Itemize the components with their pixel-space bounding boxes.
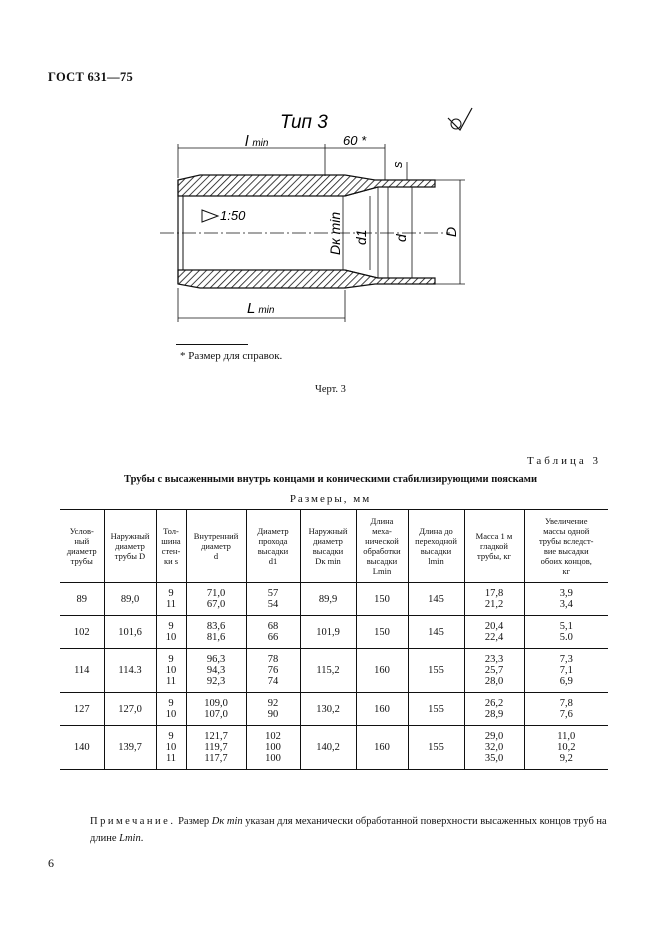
table-cell: 9 10 11 [156, 726, 186, 770]
table-cell: 17,8 21,2 [464, 583, 524, 616]
table-cell: 101,9 [300, 616, 356, 649]
note-symbol: Dк min [211, 816, 243, 827]
table-cell: 9 10 11 [156, 649, 186, 693]
table-cell: 160 [356, 726, 408, 770]
document-code: ГОСТ 631—75 [48, 70, 134, 84]
dim-d-label: d [393, 234, 409, 242]
table-cell: 57 54 [246, 583, 300, 616]
table-cell: 89,0 [104, 583, 156, 616]
table-cell: 68 66 [246, 616, 300, 649]
table-cell: 127 [73, 703, 90, 715]
figure-caption: Черт. 3 [315, 384, 346, 395]
table-cell: 78 76 74 [246, 649, 300, 693]
pipe-wall-bottom [178, 270, 435, 288]
table-header-cell: Длина до переходной высадки lmin [408, 510, 464, 583]
table-cell: 11,0 10,2 9,2 [524, 726, 608, 770]
table-cell: 160 [356, 693, 408, 726]
table-cell: 89 [76, 593, 87, 605]
table-cell: 92 90 [246, 693, 300, 726]
table-cell: 9 10 [156, 616, 186, 649]
table-cell: 145 [408, 616, 464, 649]
table-cell: 150 [356, 616, 408, 649]
table-header-cell: Увеличение массы одной трубы вследст- вие высадки обоих концов, кг [524, 510, 608, 583]
note-label: Примечание. [90, 816, 176, 827]
table-header-cell: Внутренний диаметр d [186, 510, 246, 583]
table-cell: 121,7 119,7 117,7 [186, 726, 246, 770]
table-header-cell: Длина меха- нической обработки высадки Lmin [356, 510, 408, 583]
footnote: * Размер для справок. [180, 350, 283, 362]
table-title: Трубы с высаженными внутрь концами и коническими стабилизирующими поясками [124, 474, 537, 485]
note-text-b: указан для механически обработанной поверхности высаженных концов труб на длине [90, 816, 607, 844]
table-header-cell: Услов- ный диаметр трубы [60, 510, 104, 583]
table-header-cell: Наружный диаметр трубы D [104, 510, 156, 583]
dim-s-label: s [390, 161, 405, 168]
dim-D-label: D [443, 226, 459, 237]
table-cell: 89,9 [300, 583, 356, 616]
taper-label: 1:50 [220, 208, 246, 223]
table-header-cell: Наружный диаметр высадки Dк min [300, 510, 356, 583]
table-cell: 140,2 [300, 726, 356, 770]
table-cell: 83,6 81,6 [186, 616, 246, 649]
note-end: . [140, 833, 144, 844]
page-number: 6 [48, 856, 54, 870]
dim-d1-label: d1 [353, 229, 369, 245]
table-cell: 102 [73, 626, 90, 638]
table-cell: 3,9 3,4 [524, 583, 608, 616]
dim-dkmin-label: Dк min [327, 211, 343, 255]
table-cell: 155 [408, 693, 464, 726]
table-cell: 5,1 5.0 [524, 616, 608, 649]
table-row [60, 649, 608, 693]
table-row [60, 583, 608, 616]
table-cell: 7,3 7,1 6,9 [524, 649, 608, 693]
dimensions-label: Размеры, мм [289, 493, 372, 505]
table-cell: 101,6 [104, 616, 156, 649]
note-symbol-2: Lmin [119, 833, 141, 844]
type-label: Тип 3 [280, 112, 328, 133]
table-cell: 23,3 25,7 28,0 [464, 649, 524, 693]
table-cell: 145 [408, 583, 464, 616]
table-header-cell: Тол- шина стен- ки s [156, 510, 186, 583]
table-header-cell: Масса 1 м гладкой трубы, кг [464, 510, 524, 583]
table-cell: 96,3 94,3 92,3 [186, 649, 246, 693]
table-cell: 109,0 107,0 [186, 693, 246, 726]
table-cell: 155 [408, 649, 464, 693]
pipe-wall-top [178, 175, 435, 196]
dim-L-min-label: Lmin [247, 300, 275, 317]
pipe-table [60, 509, 608, 770]
table-cell: 150 [356, 583, 408, 616]
table-cell: 102 100 100 [246, 726, 300, 770]
table-number: Таблица 3 [526, 455, 601, 467]
table-cell: 127,0 [104, 693, 156, 726]
table-cell: 9 11 [156, 583, 186, 616]
table-cell: 160 [356, 649, 408, 693]
table-row [60, 693, 608, 726]
table-cell: 114 [74, 665, 90, 676]
table-header-cell: Диаметр прохода высадки d1 [246, 510, 300, 583]
table-row [60, 726, 608, 770]
dim-60-label: 60 * [343, 133, 367, 148]
table-cell: 115,2 [300, 649, 356, 693]
table-header-row [60, 510, 608, 583]
table-cell: 29,0 32,0 35,0 [464, 726, 524, 770]
note-text-a: Размер [178, 816, 210, 827]
table-cell: 26,2 28,9 [464, 693, 524, 726]
footnote-rule [176, 344, 248, 345]
table-cell: 139,7 [104, 726, 156, 770]
table-note [90, 813, 610, 847]
table-cell: 9 10 [156, 693, 186, 726]
table-row [60, 616, 608, 649]
dim-l-min-label: lmin [245, 133, 269, 150]
table-body [60, 583, 608, 770]
table-cell: 7,8 7,6 [524, 693, 608, 726]
table-cell: 71,0 67,0 [186, 583, 246, 616]
table-cell: 130,2 [300, 693, 356, 726]
table-cell: 155 [408, 726, 464, 770]
table-cell: 20,4 22,4 [464, 616, 524, 649]
table-cell: 114.3 [104, 649, 156, 693]
table-cell: 140 [73, 742, 90, 753]
pipe-drawing [150, 100, 480, 330]
